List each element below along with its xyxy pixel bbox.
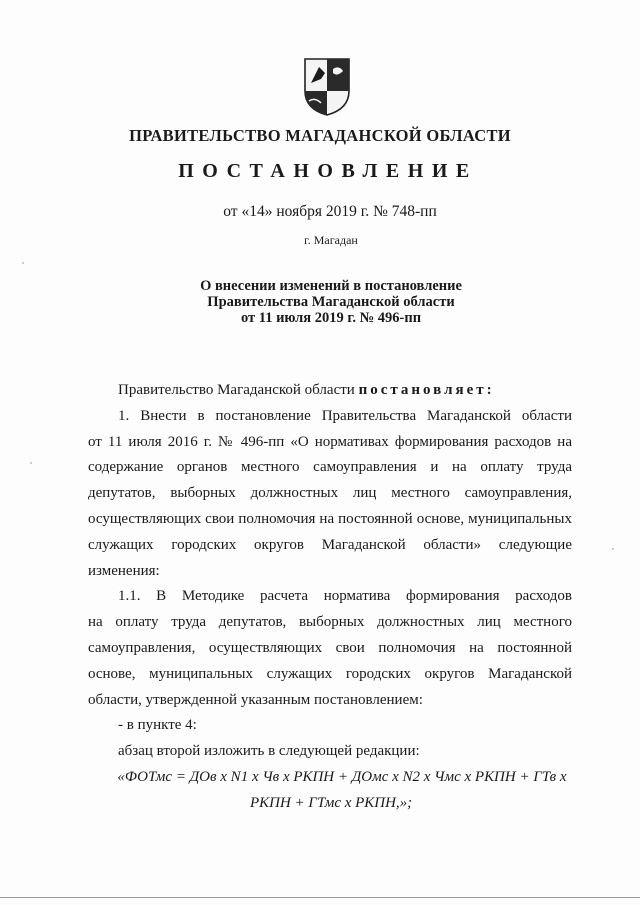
paragraph-1-1-first-line: 1.1. В Методике расчета норматива формирования расходов — [118, 588, 572, 605]
document-city: г. Магадан — [304, 233, 358, 247]
intro-text: Правительство Магаданской области — [118, 382, 359, 398]
scan-speck — [22, 262, 24, 264]
item-point-4: - в пункте 4: — [118, 717, 197, 734]
subject-line: от 11 июля 2019 г. № 496-пп — [240, 310, 422, 326]
organization-name: ПРАВИТЕЛЬСТВО МАГАДАНСКОЙ ОБЛАСТИ — [129, 126, 511, 145]
intro-resolves: постановляет: — [358, 382, 495, 398]
intro-paragraph — [88, 378, 572, 404]
formula-line: РКПН + ГТмс х РКПН,»; — [250, 794, 413, 811]
subject-line: О внесении изменений в постановление — [200, 278, 462, 294]
document-subject — [0, 278, 640, 326]
paragraph-1-1: на оплату труда депутатов, выборных должностных лиц местного самоуправления, осуществляющих свои полномочия на постоянной основе, муниципальных служащих городских округов Магаданской области, утвержденной указанным постановлением: — [88, 614, 572, 708]
subject-line: Правительства Магаданской области — [207, 294, 455, 310]
paragraph-1-first-line: 1. Внести в постановление Правительства Магаданской области — [118, 407, 572, 424]
document-date-number: от «14» ноября 2019 г. № 748-пп — [223, 203, 437, 220]
scan-speck — [612, 548, 614, 550]
item-paragraph-two: абзац второй изложить в следующей редакции: — [118, 743, 420, 760]
coat-of-arms-icon — [301, 57, 353, 117]
scan-speck — [30, 462, 32, 464]
paragraph-1: от 11 июля 2016 г. № 496-пп «О нормативах формирования расходов на содержание органов местного самоуправления и на оплату труда депутатов, выборных должностных лиц местного самоуправления, осуществляющих свои полномочия на постоянной основе, муниципальных служащих городских округов Магаданской области» следующие изменения: — [88, 433, 572, 579]
document-body — [88, 378, 572, 817]
formula-line: «ФОТмс = ДОв х N1 х Чв х РКПН + ДОмс х N2 х Чмс х РКПН + ГТв х — [117, 768, 567, 785]
document-type: ПОСТАНОВЛЕНИЕ — [178, 160, 478, 182]
page-bottom-edge — [0, 897, 640, 898]
